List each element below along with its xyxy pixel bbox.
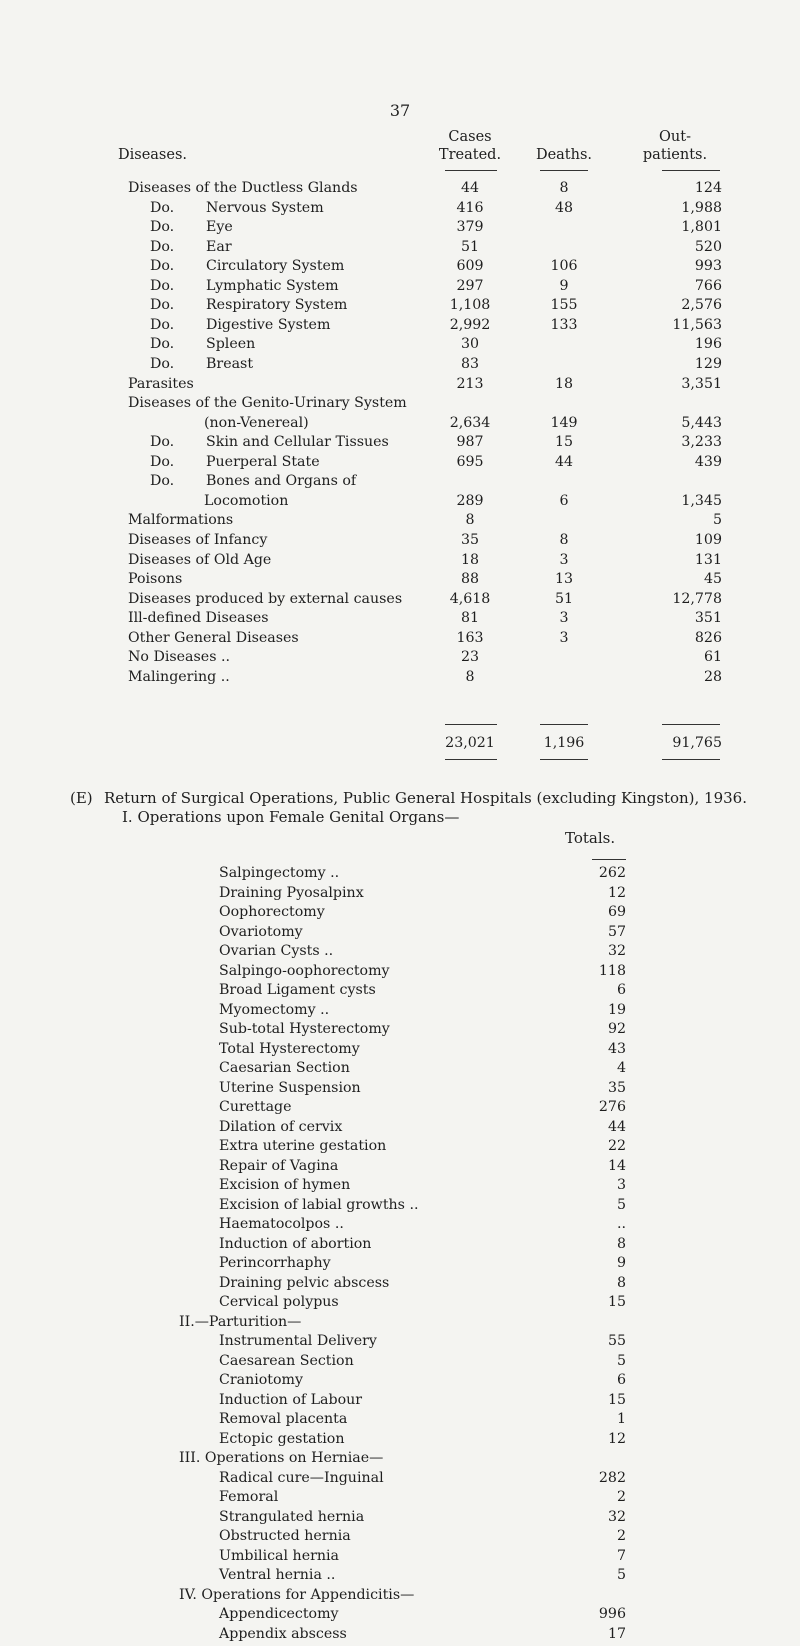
operation-total: 282 xyxy=(598,1469,626,1486)
table-row xyxy=(0,415,800,435)
disease-subcategory: Circulatory System xyxy=(206,258,345,275)
cases-treated-value: 51 xyxy=(460,238,480,255)
operation-name: Induction of abortion xyxy=(219,1235,372,1252)
cases-treated-value: 18 xyxy=(460,551,480,568)
disease-name: Malingering .. xyxy=(128,668,230,685)
disease-subcategory: Lymphatic System xyxy=(206,277,339,294)
outpatients-value: 11,563 xyxy=(672,316,722,333)
table-row xyxy=(0,669,800,689)
operation-total: 32 xyxy=(607,1508,626,1525)
disease-subcategory: Spleen xyxy=(206,336,256,353)
operation-name: Strangulated hernia xyxy=(219,1508,365,1525)
operation-name: Excision of labial growths .. xyxy=(219,1196,419,1213)
outpatients-value: 520 xyxy=(694,238,722,255)
header-cases-line1: Cases xyxy=(448,129,492,145)
operation-name: Ovarian Cysts .. xyxy=(219,943,334,959)
table-row xyxy=(0,317,800,337)
cases-treated-value: 4,618 xyxy=(449,590,491,607)
operation-row xyxy=(0,1548,800,1568)
page-number: 37 xyxy=(389,101,411,120)
operation-name: Radical cure—Inguinal xyxy=(219,1469,384,1486)
operation-total: 12 xyxy=(607,1430,626,1447)
operation-name: Removal placenta xyxy=(219,1411,348,1427)
operation-row xyxy=(0,1431,800,1451)
table-row xyxy=(0,180,800,200)
outpatients-value: 826 xyxy=(694,629,722,646)
table-row xyxy=(0,258,800,278)
deaths-value: 18 xyxy=(554,375,574,392)
operation-name: Myomectomy .. xyxy=(219,1001,330,1018)
table-row xyxy=(0,630,800,650)
disease-name: No Diseases .. xyxy=(128,649,231,666)
header-deaths: Deaths. xyxy=(535,147,593,163)
disease-name: Do. xyxy=(150,473,175,490)
deaths-value: 3 xyxy=(559,551,569,568)
operation-name: Instrumental Delivery xyxy=(219,1333,377,1349)
table-row xyxy=(0,493,800,513)
operation-name: Uterine Suspension xyxy=(219,1079,361,1096)
total-rule-cases xyxy=(445,724,497,725)
disease-subcategory: Skin and Cellular Tissues xyxy=(206,434,389,451)
operation-name: Oophorectomy xyxy=(219,904,325,920)
cases-treated-value: 83 xyxy=(460,356,480,372)
cases-treated-value: 2,634 xyxy=(449,414,491,431)
outpatients-value: 351 xyxy=(694,610,722,627)
outpatients-value: 196 xyxy=(694,336,722,353)
deaths-value: 106 xyxy=(550,258,578,275)
operation-total: 262 xyxy=(598,865,626,881)
disease-name: Do. xyxy=(150,316,175,333)
disease-subcategory: Respiratory System xyxy=(206,297,348,314)
header-diseases: Diseases. xyxy=(118,147,188,163)
operation-name: Induction of Labour xyxy=(219,1391,363,1408)
disease-name: Do. xyxy=(150,356,175,372)
operation-name: Draining pelvic abscess xyxy=(219,1274,390,1291)
cases-treated-value: 379 xyxy=(456,219,484,236)
table-row xyxy=(0,571,800,591)
table-row xyxy=(0,395,800,415)
outpatients-value: 109 xyxy=(694,531,722,548)
table-row xyxy=(0,356,800,376)
operation-total: 8 xyxy=(616,1235,626,1252)
operation-total: 69 xyxy=(607,904,626,920)
operation-name: Total Hysterectomy xyxy=(219,1040,360,1057)
header-outpatients-line2: patients. xyxy=(642,147,708,163)
deaths-value: 6 xyxy=(559,492,569,509)
outpatients-value: 766 xyxy=(694,277,722,294)
operation-row xyxy=(0,904,800,924)
operation-name: Sub-total Hysterectomy xyxy=(219,1021,390,1037)
outpatients-value: 3,351 xyxy=(681,375,722,392)
operation-row xyxy=(0,1275,800,1295)
section-label: IV. Operations for Appendicitis— xyxy=(179,1586,415,1603)
cases-treated-value: 289 xyxy=(456,492,484,509)
operation-name: Curettage xyxy=(219,1099,292,1115)
disease-name: Do. xyxy=(150,336,175,353)
operation-name: Dilation of cervix xyxy=(219,1118,343,1135)
totals-row xyxy=(0,735,800,755)
total-bottom-rule-outpatients xyxy=(662,759,720,760)
operation-total: 43 xyxy=(607,1040,626,1057)
operation-total: 3 xyxy=(616,1177,626,1193)
operation-total: 92 xyxy=(607,1021,626,1037)
disease-name: Do. xyxy=(150,434,175,451)
outpatients-value: 2,576 xyxy=(681,297,722,314)
operation-name: Salpingectomy .. xyxy=(219,865,340,881)
disease-subcategory: Breast xyxy=(206,356,254,372)
section-e-title: Return of Surgical Operations, Public General Hospitals (excluding Kingston), 1936. xyxy=(104,789,747,807)
operation-name: Cervical polypus xyxy=(219,1294,339,1310)
disease-subcategory: Eye xyxy=(206,219,233,236)
operation-name: Craniotomy xyxy=(219,1372,304,1388)
deaths-value: 8 xyxy=(559,180,569,196)
operation-total: 2 xyxy=(616,1489,626,1505)
disease-name: Do. xyxy=(150,453,175,470)
operation-total: 15 xyxy=(607,1294,626,1310)
operation-name: Haematocolpos .. xyxy=(219,1216,344,1232)
cases-treated-value: 695 xyxy=(456,453,484,470)
cases-treated-value: 23 xyxy=(460,649,480,666)
operation-row xyxy=(0,865,800,885)
operation-row xyxy=(0,924,800,944)
operation-total: 6 xyxy=(616,1372,626,1388)
outpatients-value: 28 xyxy=(703,668,722,685)
operation-row xyxy=(0,1294,800,1314)
deaths-value: 8 xyxy=(559,531,569,548)
operation-total: 7 xyxy=(616,1547,626,1564)
deaths-value: 3 xyxy=(559,629,569,646)
operation-row xyxy=(0,1333,800,1353)
deaths-value: 13 xyxy=(554,571,574,587)
cases-treated-value: 88 xyxy=(460,571,480,587)
disease-subcategory: Puerperal State xyxy=(206,453,320,470)
table-row xyxy=(0,591,800,611)
cases-treated-value: 2,992 xyxy=(449,316,491,333)
operation-row xyxy=(0,1216,800,1236)
deaths-value: 133 xyxy=(550,316,578,333)
operation-row xyxy=(0,1177,800,1197)
cases-treated-value: 609 xyxy=(456,258,484,275)
operation-row xyxy=(0,1411,800,1431)
operation-total: 8 xyxy=(616,1274,626,1291)
operation-row xyxy=(0,943,800,963)
outpatients-value: 993 xyxy=(694,258,722,275)
operation-total: 5 xyxy=(616,1352,626,1369)
cases-treated-value: 8 xyxy=(465,668,475,685)
header-cases-line2: Treated. xyxy=(438,147,502,163)
operation-total: 35 xyxy=(607,1079,626,1096)
operation-row xyxy=(0,1353,800,1373)
deaths-value: 155 xyxy=(550,297,578,314)
outpatients-value: 1,988 xyxy=(681,199,722,216)
deaths-value: 15 xyxy=(554,434,574,451)
table-row xyxy=(0,219,800,239)
operation-total: 44 xyxy=(607,1118,626,1135)
deaths-value: 51 xyxy=(554,590,574,607)
total-bottom-rule-deaths xyxy=(540,759,588,760)
disease-subcategory: Ear xyxy=(206,238,232,255)
section-label: II.—Parturition— xyxy=(179,1313,302,1330)
cases-treated-value: 213 xyxy=(456,375,484,392)
disease-name: Malformations xyxy=(128,512,234,529)
outpatients-value: 1,801 xyxy=(681,219,722,236)
operation-total: 996 xyxy=(598,1606,626,1622)
table-row xyxy=(0,649,800,669)
operation-name: Caesarian Section xyxy=(219,1060,350,1076)
cases-treated-value: 30 xyxy=(460,336,480,353)
operation-total: 1 xyxy=(616,1411,626,1427)
header-rule-deaths xyxy=(540,170,588,171)
table-row xyxy=(0,376,800,396)
cases-treated-value: 35 xyxy=(460,531,480,548)
section-label: III. Operations on Herniae— xyxy=(179,1450,384,1466)
operation-row xyxy=(0,1509,800,1529)
operation-name: Umbilical hernia xyxy=(219,1547,340,1564)
operation-total: 19 xyxy=(607,1001,626,1018)
operation-row xyxy=(0,1060,800,1080)
disease-name: Diseases of the Ductless Glands xyxy=(128,180,358,196)
table-row xyxy=(0,239,800,259)
operation-row xyxy=(0,982,800,1002)
operation-row xyxy=(0,1606,800,1626)
operation-row xyxy=(0,1236,800,1256)
operation-row xyxy=(0,1080,800,1100)
operation-name: Broad Ligament cysts xyxy=(219,982,376,998)
operation-total: 6 xyxy=(616,982,626,998)
operation-name: Appendix abscess xyxy=(219,1625,347,1642)
operation-name: Ectopic gestation xyxy=(219,1430,345,1447)
deaths-value: 149 xyxy=(550,414,578,431)
operation-name: Salpingo-oophorectomy xyxy=(219,962,390,979)
disease-name: Do. xyxy=(150,199,175,216)
table-row xyxy=(0,200,800,220)
deaths-value: 9 xyxy=(559,277,569,294)
operation-name: Femoral xyxy=(219,1489,279,1505)
operation-total: 118 xyxy=(598,962,626,979)
disease-name: Do. xyxy=(150,297,175,314)
outpatients-value: 5,443 xyxy=(681,414,722,431)
operation-row xyxy=(0,1119,800,1139)
operations-section-header xyxy=(0,1314,800,1334)
cases-treated-value: 8 xyxy=(465,512,475,529)
disease-name: Poisons xyxy=(128,571,183,587)
operation-row xyxy=(0,1041,800,1061)
operation-row xyxy=(0,1255,800,1275)
disease-name: Parasites xyxy=(128,375,194,392)
operation-total: 9 xyxy=(616,1255,626,1271)
header-outpatients-line1: Out- xyxy=(659,129,691,145)
outpatients-value: 1,345 xyxy=(681,492,722,509)
operation-total: .. xyxy=(616,1216,626,1232)
outpatients-value: 3,233 xyxy=(681,434,722,451)
operation-name: Caesarean Section xyxy=(219,1352,354,1369)
operation-row xyxy=(0,1002,800,1022)
disease-name: Other General Diseases xyxy=(128,629,299,646)
operation-name: Ovariotomy xyxy=(219,923,303,940)
cases-treated-value: 163 xyxy=(456,629,484,646)
operations-section-header xyxy=(0,1587,800,1607)
operation-row xyxy=(0,1099,800,1119)
disease-name: Ill-defined Diseases xyxy=(128,610,269,627)
deaths-value: 3 xyxy=(559,610,569,627)
operation-name: Repair of Vagina xyxy=(219,1157,339,1174)
disease-name: Diseases of Old Age xyxy=(128,551,272,568)
disease-name: Do. xyxy=(150,258,175,275)
operation-total: 57 xyxy=(607,923,626,940)
cases-treated-value: 1,108 xyxy=(449,297,491,314)
operation-row xyxy=(0,1528,800,1548)
total-deaths: 1,196 xyxy=(543,735,585,751)
operation-name: Perincorrhaphy xyxy=(219,1255,331,1271)
operation-total: 5 xyxy=(616,1567,626,1583)
outpatients-value: 61 xyxy=(703,649,722,666)
operation-name: Obstructed hernia xyxy=(219,1528,351,1544)
disease-name: Do. xyxy=(150,277,175,294)
operation-total: 4 xyxy=(616,1060,626,1076)
outpatients-value: 129 xyxy=(694,356,722,372)
table-row xyxy=(0,336,800,356)
cases-treated-value: 81 xyxy=(460,610,480,627)
operation-row xyxy=(0,1489,800,1509)
disease-name: Diseases of Infancy xyxy=(128,531,268,548)
disease-subcategory: Bones and Organs of xyxy=(206,473,357,490)
cases-treated-value: 44 xyxy=(460,180,480,196)
operation-total: 12 xyxy=(607,884,626,901)
totals-column-header: Totals. xyxy=(565,829,616,847)
operations-section-header xyxy=(0,1450,800,1470)
operation-name: Draining Pyosalpinx xyxy=(219,884,364,901)
operation-total: 5 xyxy=(616,1196,626,1213)
disease-name: Do. xyxy=(150,238,175,255)
operation-row xyxy=(0,1470,800,1490)
cases-treated-value: 297 xyxy=(456,277,484,294)
operation-row xyxy=(0,1567,800,1587)
operation-total: 276 xyxy=(598,1099,626,1115)
cases-treated-value: 987 xyxy=(456,434,484,451)
table-row xyxy=(0,552,800,572)
cases-treated-value: 416 xyxy=(456,199,484,216)
operation-total: 14 xyxy=(607,1157,626,1174)
operation-row xyxy=(0,1392,800,1412)
total-outpatients: 91,765 xyxy=(672,735,722,751)
operation-total: 2 xyxy=(616,1528,626,1544)
outpatients-value: 124 xyxy=(694,180,722,196)
total-bottom-rule-cases xyxy=(445,759,497,760)
operation-row xyxy=(0,1158,800,1178)
table-row xyxy=(0,610,800,630)
disease-subcategory: Nervous System xyxy=(206,199,324,216)
operation-name: Appendicectomy xyxy=(219,1606,339,1622)
outpatients-value: 12,778 xyxy=(672,590,722,607)
operation-total: 22 xyxy=(607,1138,626,1154)
operation-row xyxy=(0,1021,800,1041)
total-rule-deaths xyxy=(540,724,588,725)
disease-name: Diseases produced by external causes xyxy=(128,590,403,607)
operation-row xyxy=(0,1197,800,1217)
outpatients-value: 131 xyxy=(694,551,722,568)
disease-name: (non-Venereal) xyxy=(204,414,309,431)
table-row xyxy=(0,512,800,532)
outpatients-value: 5 xyxy=(712,512,722,529)
operation-name: Ventral hernia .. xyxy=(219,1567,336,1583)
table-row xyxy=(0,473,800,493)
total-cases: 23,021 xyxy=(445,735,495,751)
disease-name: Diseases of the Genito-Urinary System xyxy=(128,395,407,412)
total-rule-outpatients xyxy=(662,724,720,725)
operation-total: 32 xyxy=(607,943,626,959)
table-row xyxy=(0,297,800,317)
operation-name: Excision of hymen xyxy=(219,1177,351,1193)
operation-total: 15 xyxy=(607,1391,626,1408)
header-rule-outpatients xyxy=(662,170,720,171)
table-row xyxy=(0,278,800,298)
table-row xyxy=(0,434,800,454)
disease-subcategory: Digestive System xyxy=(206,316,331,333)
totals-header-rule xyxy=(592,859,626,860)
table-row xyxy=(0,532,800,552)
deaths-value: 44 xyxy=(554,453,574,470)
disease-name: Do. xyxy=(150,219,175,236)
outpatients-value: 439 xyxy=(694,453,722,470)
section-e-subtitle: I. Operations upon Female Genital Organs— xyxy=(122,808,460,826)
operation-total: 55 xyxy=(607,1333,626,1349)
header-rule-cases xyxy=(445,170,497,171)
disease-name: Locomotion xyxy=(204,492,289,509)
section-e-marker: (E) xyxy=(70,789,93,807)
operation-row xyxy=(0,885,800,905)
operation-total: 17 xyxy=(607,1625,626,1642)
operation-name: Extra uterine gestation xyxy=(219,1138,387,1154)
deaths-value: 48 xyxy=(554,199,574,216)
outpatients-value: 45 xyxy=(703,571,722,587)
operation-row xyxy=(0,963,800,983)
operation-row xyxy=(0,1626,800,1646)
operation-row xyxy=(0,1138,800,1158)
table-row xyxy=(0,454,800,474)
operation-row xyxy=(0,1372,800,1392)
